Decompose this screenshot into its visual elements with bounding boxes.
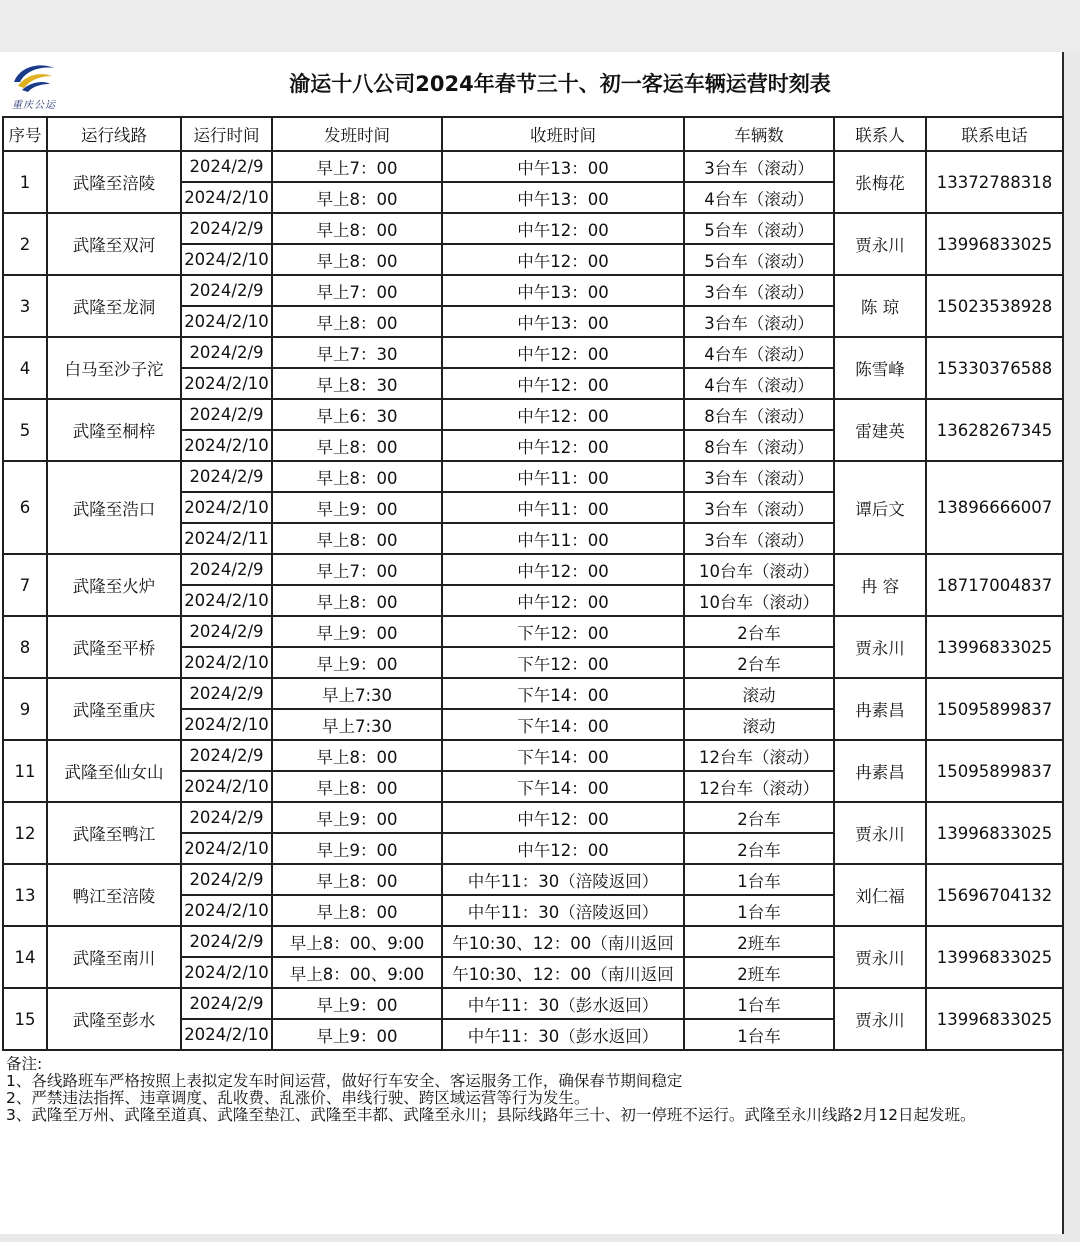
cell-no: 1 [3,151,47,213]
cell-vehicles: 1台车 [684,988,834,1019]
cell-route: 武隆至龙洞 [47,275,181,337]
cell-date: 2024/2/9 [181,802,272,833]
cell-route: 武隆至涪陵 [47,151,181,213]
cell-no: 8 [3,616,47,678]
cell-route: 武隆至桐梓 [47,399,181,461]
cell-end: 中午11：00 [442,492,684,523]
cell-end: 下午14：00 [442,740,684,771]
cell-end: 中午11：30（涪陵返回） [442,864,684,895]
cell-depart: 早上9：00 [272,616,442,647]
notes-heading: 备注: [6,1055,43,1073]
cell-route: 武隆至火炉 [47,554,181,616]
cell-vehicles: 10台车（滚动） [684,554,834,585]
cell-vehicles: 2台车 [684,616,834,647]
screenshot-top-band [0,0,1080,52]
cell-phone: 15696704132 [926,864,1063,926]
cell-vehicles: 8台车（滚动） [684,399,834,430]
cell-vehicles: 2班车 [684,957,834,988]
cell-depart: 早上8：00、9:00 [272,957,442,988]
cell-phone: 13996833025 [926,926,1063,988]
cell-date: 2024/2/10 [181,709,272,740]
cell-end: 下午14：00 [442,678,684,709]
cell-depart: 早上6：30 [272,399,442,430]
cell-no: 12 [3,802,47,864]
cell-contact: 雷建英 [834,399,926,461]
cell-depart: 早上8：00 [272,182,442,213]
cell-no: 9 [3,678,47,740]
cell-depart: 早上7：00 [272,275,442,306]
cell-phone: 15023538928 [926,275,1063,337]
note-item: 2、严禁违法指挥、违章调度、乱收费、乱涨价、串线行驶、跨区域运营等行为发生。 [6,1089,590,1107]
cell-no: 7 [3,554,47,616]
table-row [3,864,1063,895]
logo-text: 重庆公运 [12,100,56,111]
cell-end: 下午12：00 [442,647,684,678]
cell-no: 3 [3,275,47,337]
cell-vehicles: 2台车 [684,802,834,833]
header-date: 运行时间 [181,117,272,151]
cell-end: 中午12：00 [442,399,684,430]
header-phone: 联系电话 [926,117,1063,151]
cell-end: 中午13：00 [442,275,684,306]
cell-phone: 15095899837 [926,678,1063,740]
cell-phone: 13996833025 [926,802,1063,864]
cell-depart: 早上8：00 [272,895,442,926]
cell-vehicles: 3台车（滚动） [684,523,834,554]
cell-contact: 冉素昌 [834,740,926,802]
cell-date: 2024/2/9 [181,554,272,585]
cell-vehicles: 1台车 [684,895,834,926]
cell-vehicles: 3台车（滚动） [684,306,834,337]
cell-end: 中午12：00 [442,368,684,399]
cell-date: 2024/2/10 [181,1019,272,1050]
cell-date: 2024/2/10 [181,368,272,399]
cell-depart: 早上9：00 [272,1019,442,1050]
cell-phone: 13996833025 [926,988,1063,1050]
cell-phone: 15095899837 [926,740,1063,802]
cell-date: 2024/2/10 [181,585,272,616]
cell-route: 武隆至仙女山 [47,740,181,802]
cell-end: 中午12：00 [442,337,684,368]
cell-end: 中午13：00 [442,306,684,337]
cell-end: 中午12：00 [442,833,684,864]
cell-date: 2024/2/10 [181,492,272,523]
cell-phone: 13996833025 [926,616,1063,678]
cell-contact: 贾永川 [834,616,926,678]
cell-route: 白马至沙子沱 [47,337,181,399]
cell-depart: 早上8：00 [272,213,442,244]
header-contact: 联系人 [834,117,926,151]
cell-route: 武隆至双河 [47,213,181,275]
cell-route: 武隆至鸭江 [47,802,181,864]
cell-date: 2024/2/9 [181,926,272,957]
cell-end: 中午12：00 [442,802,684,833]
notes-section [2,1052,1062,1234]
table-row [3,678,1063,709]
cell-phone: 13996833025 [926,213,1063,275]
cell-route: 鸭江至涪陵 [47,864,181,926]
cell-depart: 早上8：00 [272,864,442,895]
company-swoosh-logo-icon [10,60,58,96]
note-item: 1、各线路班车严格按照上表拟定发车时间运营，做好行车安全、客运服务工作，确保春节期间稳定 [6,1072,683,1090]
cell-date: 2024/2/9 [181,678,272,709]
cell-contact: 谭后文 [834,461,926,554]
cell-date: 2024/2/10 [181,895,272,926]
cell-vehicles: 1台车 [684,864,834,895]
note-item: 3、武隆至万州、武隆至道真、武隆至垫江、武隆至丰都、武隆至永川；县际线路年三十、初一停班不运行。武隆至永川线路2月12日起发班。 [6,1106,976,1124]
cell-vehicles: 5台车（滚动） [684,244,834,275]
cell-route: 武隆至重庆 [47,678,181,740]
cell-date: 2024/2/10 [181,306,272,337]
cell-date: 2024/2/9 [181,461,272,492]
cell-vehicles: 3台车（滚动） [684,151,834,182]
cell-depart: 早上8：00、9:00 [272,926,442,957]
cell-depart: 早上7：30 [272,337,442,368]
cell-route: 武隆至彭水 [47,988,181,1050]
cell-date: 2024/2/10 [181,833,272,864]
cell-vehicles: 2班车 [684,926,834,957]
cell-contact: 冉素昌 [834,678,926,740]
cell-depart: 早上9：00 [272,647,442,678]
cell-date: 2024/2/10 [181,244,272,275]
cell-date: 2024/2/9 [181,864,272,895]
cell-contact: 刘仁福 [834,864,926,926]
cell-depart: 早上7:30 [272,709,442,740]
cell-end: 中午12：00 [442,244,684,275]
cell-vehicles: 4台车（滚动） [684,337,834,368]
header-depart: 发班时间 [272,117,442,151]
cell-date: 2024/2/11 [181,523,272,554]
cell-end: 下午14：00 [442,771,684,802]
cell-vehicles: 5台车（滚动） [684,213,834,244]
cell-contact: 贾永川 [834,926,926,988]
cell-depart: 早上9：00 [272,833,442,864]
company-logo [10,60,58,110]
cell-vehicles: 2台车 [684,647,834,678]
cell-end: 下午12：00 [442,616,684,647]
cell-end: 下午14：00 [442,709,684,740]
cell-vehicles: 8台车（滚动） [684,430,834,461]
title-row [0,52,1064,116]
cell-depart: 早上8：00 [272,244,442,275]
cell-no: 2 [3,213,47,275]
cell-end: 中午12：00 [442,554,684,585]
cell-end: 中午13：00 [442,182,684,213]
cell-date: 2024/2/10 [181,182,272,213]
cell-depart: 早上9：00 [272,988,442,1019]
cell-no: 4 [3,337,47,399]
cell-route: 武隆至南川 [47,926,181,988]
cell-depart: 早上8：00 [272,430,442,461]
cell-end: 中午12：00 [442,585,684,616]
cell-end: 中午12：00 [442,430,684,461]
cell-contact: 冉 容 [834,554,926,616]
header-vehicles: 车辆数 [684,117,834,151]
cell-phone: 18717004837 [926,554,1063,616]
cell-date: 2024/2/10 [181,647,272,678]
header-end: 收班时间 [442,117,684,151]
table-row [3,337,1063,368]
table-row [3,554,1063,585]
cell-depart: 早上8：00 [272,306,442,337]
table-row [3,988,1063,1019]
cell-depart: 早上8：00 [272,740,442,771]
cell-no: 5 [3,399,47,461]
table-row [3,802,1063,833]
cell-route: 武隆至平桥 [47,616,181,678]
header-no: 序号 [3,117,47,151]
table-row [3,151,1063,182]
cell-date: 2024/2/9 [181,213,272,244]
cell-date: 2024/2/9 [181,275,272,306]
cell-no: 14 [3,926,47,988]
cell-date: 2024/2/10 [181,430,272,461]
cell-contact: 陈 琼 [834,275,926,337]
cell-vehicles: 3台车（滚动） [684,492,834,523]
spreadsheet-sheet [0,52,1064,1234]
cell-depart: 早上7：00 [272,151,442,182]
cell-depart: 早上7:30 [272,678,442,709]
cell-date: 2024/2/10 [181,957,272,988]
cell-date: 2024/2/10 [181,771,272,802]
table-row [3,275,1063,306]
cell-phone: 13372788318 [926,151,1063,213]
cell-end: 中午13：00 [442,151,684,182]
cell-phone: 13896666007 [926,461,1063,554]
cell-vehicles: 滚动 [684,678,834,709]
cell-depart: 早上8：00 [272,585,442,616]
cell-no: 13 [3,864,47,926]
cell-contact: 贾永川 [834,802,926,864]
cell-date: 2024/2/9 [181,337,272,368]
cell-depart: 早上9：00 [272,802,442,833]
cell-vehicles: 12台车（滚动） [684,771,834,802]
cell-contact: 陈雪峰 [834,337,926,399]
cell-end: 中午11：00 [442,461,684,492]
cell-vehicles: 1台车 [684,1019,834,1050]
cell-end: 中午11：30（涪陵返回） [442,895,684,926]
cell-no: 15 [3,988,47,1050]
cell-vehicles: 3台车（滚动） [684,275,834,306]
cell-contact: 贾永川 [834,988,926,1050]
cell-vehicles: 滚动 [684,709,834,740]
cell-end: 午10:30、12：00（南川返回 [442,957,684,988]
table-header-row [3,117,1063,151]
cell-no: 6 [3,461,47,554]
cell-route: 武隆至浩口 [47,461,181,554]
cell-contact: 张梅花 [834,151,926,213]
cell-vehicles: 2台车 [684,833,834,864]
cell-date: 2024/2/9 [181,399,272,430]
table-row [3,399,1063,430]
table-row [3,926,1063,957]
cell-phone: 13628267345 [926,399,1063,461]
table-row [3,461,1063,492]
cell-depart: 早上9：00 [272,492,442,523]
cell-end: 中午11：30（彭水返回） [442,988,684,1019]
cell-vehicles: 4台车（滚动） [684,368,834,399]
cell-depart: 早上8：30 [272,368,442,399]
cell-vehicles: 12台车（滚动） [684,740,834,771]
page-title: 渝运十八公司2024年春节三十、初一客运车辆运营时刻表 [289,72,831,96]
cell-contact: 贾永川 [834,213,926,275]
cell-end: 中午11：00 [442,523,684,554]
cell-depart: 早上8：00 [272,523,442,554]
table-row [3,213,1063,244]
cell-depart: 早上7：00 [272,554,442,585]
cell-end: 中午12：00 [442,213,684,244]
table-row [3,616,1063,647]
cell-vehicles: 3台车（滚动） [684,461,834,492]
cell-vehicles: 4台车（滚动） [684,182,834,213]
header-route: 运行线路 [47,117,181,151]
cell-end: 中午11：30（彭水返回） [442,1019,684,1050]
cell-date: 2024/2/9 [181,988,272,1019]
schedule-table [2,116,1064,1051]
cell-end: 午10:30、12：00（南川返回 [442,926,684,957]
cell-date: 2024/2/9 [181,151,272,182]
cell-date: 2024/2/9 [181,740,272,771]
cell-depart: 早上8：00 [272,771,442,802]
cell-date: 2024/2/9 [181,616,272,647]
table-row [3,740,1063,771]
cell-no: 11 [3,740,47,802]
cell-depart: 早上8：00 [272,461,442,492]
cell-phone: 15330376588 [926,337,1063,399]
cell-vehicles: 10台车（滚动） [684,585,834,616]
